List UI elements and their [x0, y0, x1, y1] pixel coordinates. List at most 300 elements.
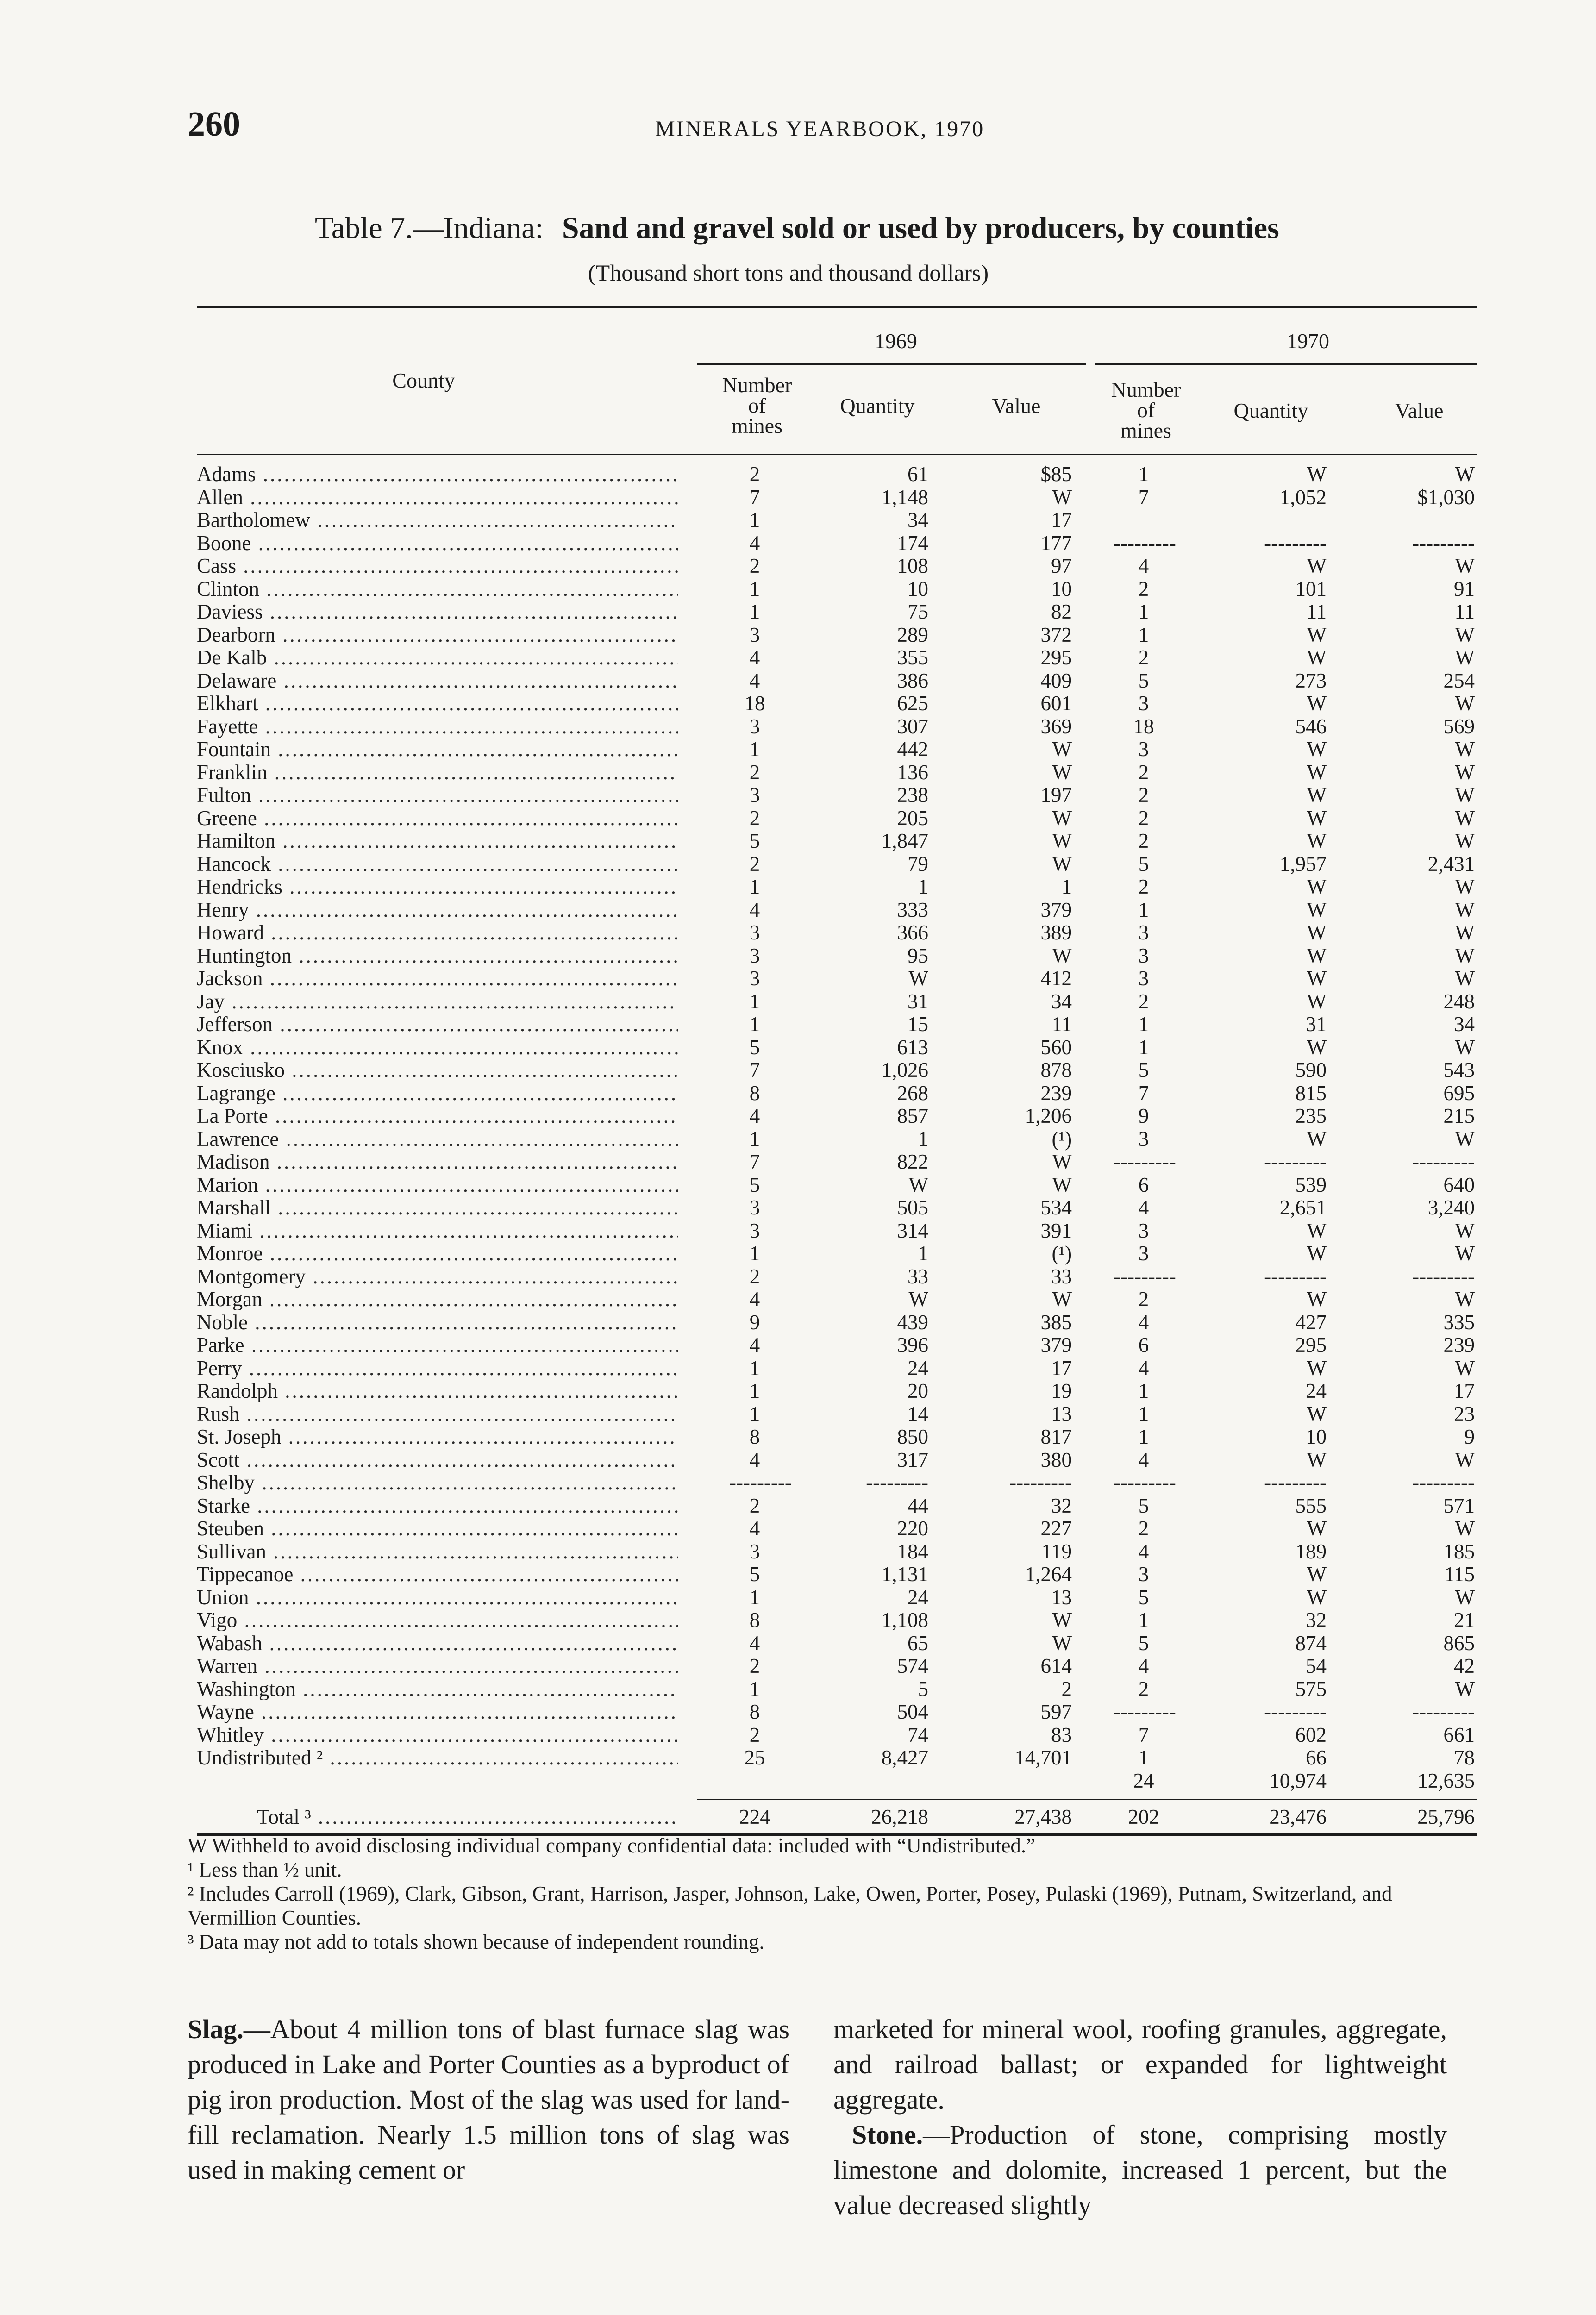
- county-name: Rush .....: [197, 1403, 678, 1425]
- value-1970: 248: [1443, 989, 1475, 1013]
- quantity-1969: 8,427: [881, 1746, 928, 1769]
- value-1969: 379: [1040, 898, 1072, 921]
- table-row: [197, 1380, 1477, 1402]
- county-name: Kosciusko .....: [197, 1059, 678, 1081]
- quantity-1969: 850: [897, 1425, 928, 1448]
- value-1969: 878: [1040, 1058, 1072, 1082]
- slag-text-left: —About 4 million tons of blast furnace slag was produced in Lake and Porter Counties as a byproduct of pig iron production. Most of the slag was used for land-fill reclamation. Nearly 1.5 million tons of slag was used in making cement or: [188, 2014, 789, 2185]
- value-1970: W: [1455, 806, 1475, 830]
- quantity-1969: 1,148: [881, 485, 928, 509]
- mines-1970: 1: [1138, 1746, 1149, 1769]
- mines-1969: 1: [749, 600, 760, 623]
- mines-1969: 1: [749, 875, 760, 898]
- value-1969: W: [1052, 760, 1072, 784]
- footnote-1: ¹ Less than ½ unit.: [188, 1858, 342, 1881]
- county-name: Adams .....: [197, 463, 678, 485]
- quantity-1970: W: [1307, 1242, 1327, 1265]
- value-1969: W: [1052, 806, 1072, 830]
- table-row: [197, 1128, 1477, 1150]
- table-title-body: Sand and gravel sold or used by producers, by counties: [562, 211, 1279, 245]
- mines-1969: 4: [749, 1104, 760, 1127]
- value-1969: 32: [1051, 1494, 1072, 1517]
- header-bottom-rule: [197, 454, 1477, 455]
- mines-1969: 3: [749, 1196, 760, 1219]
- mines-1969: 2: [749, 463, 760, 486]
- county-name: Starke .....: [197, 1495, 678, 1517]
- value-1970: W: [1455, 921, 1475, 944]
- county-name: Marshall .....: [197, 1196, 678, 1219]
- county-name: Fayette .....: [197, 715, 678, 738]
- mines-1969: 8: [749, 1700, 760, 1723]
- mines-1970: 2: [1138, 646, 1149, 669]
- quantity-1970: 66: [1306, 1746, 1327, 1769]
- quantity-1969: 1,026: [881, 1058, 928, 1082]
- county-name: Madison .....: [197, 1151, 678, 1173]
- total-value-1969: 27,438: [1014, 1805, 1072, 1828]
- mines-1969: 2: [749, 554, 760, 577]
- table-subtitle: (Thousand short tons and thousand dollars): [588, 260, 989, 286]
- mines-1969: 4: [749, 1448, 760, 1471]
- value-1970: W: [1455, 1219, 1475, 1242]
- mines-1969: 5: [749, 1563, 760, 1586]
- mines-1969: 3: [749, 921, 760, 944]
- value-1970: 9: [1464, 1425, 1475, 1448]
- value-1970: 661: [1443, 1723, 1475, 1746]
- table-row: [197, 669, 1477, 692]
- value-1969: W: [1052, 852, 1072, 876]
- value-1970: 569: [1443, 714, 1475, 738]
- county-name: Marion .....: [197, 1174, 678, 1196]
- county-name: Jackson .....: [197, 967, 678, 989]
- footnote-2: ² Includes Carroll (1969), Clark, Gibson, Grant, Harrison, Jasper, Johnson, Lake, Owen, Porter, Posey, Pulaski (1969), Putnam, Switzerland, and Vermillion Counties.: [188, 1882, 1392, 1929]
- county-name: Bartholomew .....: [197, 509, 678, 531]
- table-row: [197, 715, 1477, 738]
- county-name: Jefferson .....: [197, 1013, 678, 1035]
- mines-1970: 9: [1138, 1104, 1149, 1127]
- quantity-1970: W: [1307, 1563, 1327, 1586]
- slag-paragraph-continued: marketed for mineral wool, roofing granules, aggregate, and railroad ballast; or expanded for lightweight aggregate.: [833, 2014, 1447, 2115]
- county-name: Elkhart .....: [197, 692, 678, 714]
- mines-1969: 1: [749, 989, 760, 1013]
- header-mines-1970-line2: of: [1137, 398, 1155, 422]
- value-1970: 335: [1443, 1310, 1475, 1334]
- quantity-1970: ---------: [1264, 1471, 1327, 1494]
- county-name: Knox .....: [197, 1036, 678, 1058]
- quantity-1970: W: [1307, 646, 1327, 669]
- value-1970: 17: [1454, 1379, 1475, 1402]
- value-1970: 34: [1454, 1013, 1475, 1036]
- table-row: [197, 1746, 1477, 1769]
- value-1970: ---------: [1412, 1471, 1475, 1494]
- county-name: Clinton .....: [197, 578, 678, 600]
- value-1969: 83: [1051, 1723, 1072, 1746]
- running-head: [188, 104, 1457, 155]
- value-1970: W: [1455, 623, 1475, 646]
- footnote-3: ³ Data may not add to totals shown because of independent rounding.: [188, 1930, 764, 1953]
- table-row: [197, 1288, 1477, 1310]
- year-1970-rule: [1095, 363, 1477, 365]
- mines-1970: 1: [1138, 1035, 1149, 1059]
- quantity-1970: W: [1307, 692, 1327, 715]
- value-1970: W: [1455, 738, 1475, 761]
- header-year-1969: 1969: [875, 329, 917, 353]
- mines-1969: 4: [749, 1517, 760, 1540]
- table-row: [197, 990, 1477, 1013]
- mines-1970: 6: [1138, 1333, 1149, 1357]
- county-name: Noble .....: [197, 1311, 678, 1333]
- county-name: Howard .....: [197, 921, 678, 944]
- value-1969: W: [1052, 738, 1072, 761]
- mines-1970: 5: [1138, 1494, 1149, 1517]
- quantity-1970: 31: [1306, 1013, 1327, 1036]
- mines-1969: ---------: [729, 1471, 792, 1494]
- mines-1970: ---------: [1114, 1150, 1176, 1173]
- mines-1970: 2: [1138, 989, 1149, 1013]
- county-name: Delaware .....: [197, 669, 678, 692]
- mines-1969: [729, 1770, 780, 1792]
- quantity-1970: W: [1307, 554, 1327, 577]
- value-1969: 10: [1051, 577, 1072, 601]
- mines-1969: 1: [749, 1379, 760, 1402]
- header-county: County: [392, 369, 455, 392]
- header-mines-1969-line2: of: [748, 394, 766, 417]
- table-row: [197, 876, 1477, 898]
- header-mines-1970-line1: Number: [1111, 378, 1181, 401]
- quantity-1969: 31: [908, 989, 928, 1013]
- value-1969: 614: [1040, 1654, 1072, 1677]
- mines-1969: 1: [749, 1677, 760, 1701]
- total-mines-1969: 224: [739, 1805, 770, 1828]
- value-1970: W: [1455, 1677, 1475, 1701]
- mines-1970: 3: [1138, 1563, 1149, 1586]
- value-1969: 389: [1040, 921, 1072, 944]
- mines-1970: 1: [1138, 1379, 1149, 1402]
- mines-1970: 24: [1133, 1769, 1154, 1792]
- quantity-1969: [799, 1770, 928, 1792]
- table-row: [197, 1655, 1477, 1677]
- county-name: Cass .....: [197, 555, 678, 577]
- table-row: [197, 1471, 1477, 1494]
- value-1969: 33: [1051, 1264, 1072, 1288]
- quantity-1969: W: [908, 1173, 928, 1196]
- county-name: Scott .....: [197, 1449, 678, 1471]
- county-name: Randolph .....: [197, 1380, 678, 1402]
- county-name: Warren .....: [197, 1655, 678, 1677]
- table-row: [197, 1059, 1477, 1081]
- stone-paragraph: [833, 2117, 1447, 2223]
- county-name: Lagrange .....: [197, 1082, 678, 1104]
- value-1969: 372: [1040, 623, 1072, 646]
- header-mines-1969-line1: Number: [722, 373, 792, 397]
- mines-1969: 1: [749, 577, 760, 601]
- value-1970: 21: [1454, 1608, 1475, 1632]
- value-1970: 12,635: [1417, 1769, 1475, 1792]
- quantity-1969: 5: [918, 1677, 928, 1701]
- mines-1969: 3: [749, 944, 760, 967]
- county-name: Huntington .....: [197, 945, 678, 967]
- table-row: [197, 1220, 1477, 1242]
- quantity-1969: 238: [897, 783, 928, 807]
- mines-1969: 8: [749, 1081, 760, 1105]
- quantity-1970: W: [1307, 1127, 1327, 1151]
- county-name: Undistributed ² .....: [197, 1746, 678, 1769]
- mines-1970: 4: [1138, 1654, 1149, 1677]
- quantity-1969: 307: [897, 714, 928, 738]
- table-row: [197, 532, 1477, 554]
- county-name: Parke .....: [197, 1334, 678, 1356]
- header-value-1970: Value: [1395, 399, 1444, 422]
- value-1969: 97: [1051, 554, 1072, 577]
- value-1970: W: [1455, 692, 1475, 715]
- header-mines-1969-line3: mines: [732, 414, 782, 438]
- value-1970: ---------: [1412, 1700, 1475, 1723]
- quantity-1970: W: [1307, 989, 1327, 1013]
- county-name: Boone .....: [197, 532, 678, 554]
- quantity-1970: ---------: [1264, 531, 1327, 555]
- value-1970: 695: [1443, 1081, 1475, 1105]
- mines-1970: 3: [1138, 1219, 1149, 1242]
- county-name: Dearborn .....: [197, 624, 678, 646]
- county-name: Miami .....: [197, 1220, 678, 1242]
- table-row: [197, 1174, 1477, 1196]
- county-name: Wayne .....: [197, 1701, 678, 1723]
- mines-1969: 2: [749, 1723, 760, 1746]
- quantity-1970: 427: [1295, 1310, 1327, 1334]
- value-1969: 534: [1040, 1196, 1072, 1219]
- mines-1969: 4: [749, 898, 760, 921]
- value-1970: W: [1455, 1288, 1475, 1311]
- quantity-1969: 504: [897, 1700, 928, 1723]
- quantity-1969: 14: [908, 1402, 928, 1426]
- quantity-1970: W: [1307, 1219, 1327, 1242]
- value-1969: 34: [1051, 989, 1072, 1013]
- county-name: Shelby .....: [197, 1471, 678, 1494]
- table-row: [197, 692, 1477, 714]
- value-1970: W: [1455, 463, 1475, 486]
- mines-1970: 4: [1138, 1356, 1149, 1380]
- mines-1969: 5: [749, 829, 760, 852]
- table-row: [197, 1495, 1477, 1517]
- county-name: Fulton .....: [197, 784, 678, 806]
- quantity-1969: 220: [897, 1517, 928, 1540]
- value-1970: W: [1455, 554, 1475, 577]
- quantity-1970: ---------: [1264, 1700, 1327, 1723]
- table-row: [197, 761, 1477, 783]
- value-1970: 2,431: [1427, 852, 1475, 876]
- slag-paragraph: [188, 2012, 789, 2188]
- value-1970: W: [1455, 875, 1475, 898]
- mines-1969: 4: [749, 1631, 760, 1655]
- mines-1970: 7: [1138, 485, 1149, 509]
- mines-1970: [1114, 509, 1174, 531]
- mines-1969: 3: [749, 623, 760, 646]
- quantity-1970: 10: [1306, 1425, 1327, 1448]
- value-1970: W: [1455, 898, 1475, 921]
- value-1970: [1340, 509, 1475, 531]
- quantity-1969: 439: [897, 1310, 928, 1334]
- stone-text: —Production of stone, comprising mostly limestone and dolomite, increased 1 percent, but the value decreased slightly: [833, 2120, 1447, 2220]
- quantity-1970: ---------: [1264, 1150, 1327, 1173]
- mines-1969: 8: [749, 1425, 760, 1448]
- quantity-1969: 1: [918, 1127, 928, 1151]
- value-1970: W: [1455, 1517, 1475, 1540]
- quantity-1970: 1,957: [1279, 852, 1327, 876]
- county-name: Allen .....: [197, 486, 678, 508]
- quantity-1969: 386: [897, 669, 928, 692]
- value-1969: 14,701: [1014, 1746, 1072, 1769]
- quantity-1970: 101: [1295, 577, 1327, 601]
- county-name: Henry .....: [197, 899, 678, 921]
- quantity-1969: 1,108: [881, 1608, 928, 1632]
- value-1969: 597: [1040, 1700, 1072, 1723]
- value-1970: W: [1455, 1585, 1475, 1609]
- value-1969: 17: [1051, 508, 1072, 532]
- mines-1969: 18: [744, 692, 765, 715]
- table-row: [197, 853, 1477, 875]
- mines-1969: 1: [749, 1242, 760, 1265]
- mines-1970: 1: [1138, 1013, 1149, 1036]
- mines-1970: 1: [1138, 898, 1149, 921]
- table-row: [197, 784, 1477, 806]
- quantity-1969: 366: [897, 921, 928, 944]
- mines-1969: 4: [749, 1288, 760, 1311]
- value-1969: 601: [1040, 692, 1072, 715]
- table-row: [197, 1013, 1477, 1035]
- quantity-1970: W: [1307, 875, 1327, 898]
- mines-1970: 7: [1138, 1081, 1149, 1105]
- county-name: Morgan .....: [197, 1288, 678, 1310]
- value-1970: W: [1455, 1356, 1475, 1380]
- county-name: Hancock .....: [197, 853, 678, 875]
- mines-1969: 7: [749, 1150, 760, 1173]
- mines-1970: 2: [1138, 783, 1149, 807]
- mines-1969: 1: [749, 1127, 760, 1151]
- quantity-1969: 822: [897, 1150, 928, 1173]
- mines-1970: 5: [1138, 1631, 1149, 1655]
- quantity-1969: 317: [897, 1448, 928, 1471]
- mines-1970: 5: [1138, 852, 1149, 876]
- table-row: [197, 578, 1477, 600]
- mines-1970: 2: [1138, 577, 1149, 601]
- value-1970: 215: [1443, 1104, 1475, 1127]
- mines-1970: 3: [1138, 692, 1149, 715]
- table-row: [197, 1357, 1477, 1379]
- quantity-1970: 590: [1295, 1058, 1327, 1082]
- mines-1970: 5: [1138, 1058, 1149, 1082]
- value-1969: $85: [1040, 463, 1072, 486]
- mines-1970: 1: [1138, 1402, 1149, 1426]
- total-rule: [697, 1799, 1477, 1800]
- header-value-1969: Value: [992, 394, 1041, 418]
- quantity-1970: W: [1307, 1585, 1327, 1609]
- mines-1969: 2: [749, 1264, 760, 1288]
- value-1969: W: [1052, 1288, 1072, 1311]
- value-1969: W: [1052, 944, 1072, 967]
- quantity-1970: 546: [1295, 714, 1327, 738]
- quantity-1970: 295: [1295, 1333, 1327, 1357]
- mines-1970: 18: [1133, 714, 1154, 738]
- table-row: [197, 1105, 1477, 1127]
- quantity-1969: 396: [897, 1333, 928, 1357]
- mines-1969: 3: [749, 714, 760, 738]
- table-row: [197, 1678, 1477, 1700]
- value-1970: 3,240: [1427, 1196, 1475, 1219]
- table-row: [197, 1586, 1477, 1608]
- table-row: [197, 1242, 1477, 1264]
- page-number: 260: [188, 105, 240, 144]
- county-name: Wabash .....: [197, 1632, 678, 1654]
- table-row: [197, 1701, 1477, 1723]
- value-1969: 227: [1040, 1517, 1072, 1540]
- value-1969: (¹): [1051, 1242, 1072, 1265]
- mines-1969: 1: [749, 1356, 760, 1380]
- table-row: [197, 1334, 1477, 1356]
- quantity-1970: W: [1307, 760, 1327, 784]
- mines-1969: 7: [749, 1058, 760, 1082]
- quantity-1969: 95: [908, 944, 928, 967]
- value-1970: 185: [1443, 1539, 1475, 1563]
- total-quantity-1969: 26,218: [871, 1805, 928, 1828]
- value-1969: 82: [1051, 600, 1072, 623]
- mines-1970: ---------: [1114, 1700, 1176, 1723]
- header-year-1970: 1970: [1287, 329, 1329, 353]
- quantity-1970: W: [1307, 623, 1327, 646]
- value-1970: ---------: [1412, 1264, 1475, 1288]
- county-name: St. Joseph .....: [197, 1426, 678, 1448]
- mines-1970: 5: [1138, 1585, 1149, 1609]
- table-row: [197, 1403, 1477, 1425]
- quantity-1970: 2,651: [1279, 1196, 1327, 1219]
- value-1970: 23: [1454, 1402, 1475, 1426]
- quantity-1969: 44: [908, 1494, 928, 1517]
- mines-1970: 1: [1138, 463, 1149, 486]
- quantity-1969: 857: [897, 1104, 928, 1127]
- quantity-1970: 539: [1295, 1173, 1327, 1196]
- table-row: [197, 1632, 1477, 1654]
- quantity-1970: 235: [1295, 1104, 1327, 1127]
- table-row: [197, 555, 1477, 577]
- value-1970: W: [1455, 829, 1475, 852]
- quantity-1969: 20: [908, 1379, 928, 1402]
- table-title-label: Table 7.—Indiana:: [315, 211, 544, 245]
- total-quantity-1970: 23,476: [1269, 1805, 1327, 1828]
- table-row: [197, 738, 1477, 760]
- value-1970: ---------: [1412, 1150, 1475, 1173]
- county-name: Steuben .....: [197, 1517, 678, 1539]
- county-name: Monroe .....: [197, 1242, 678, 1264]
- table-row: [197, 1151, 1477, 1173]
- table-row: [197, 1517, 1477, 1539]
- value-1969: 197: [1040, 783, 1072, 807]
- quantity-1969: 268: [897, 1081, 928, 1105]
- quantity-1970: ---------: [1264, 1264, 1327, 1288]
- value-1970: 78: [1454, 1746, 1475, 1769]
- value-1969: 817: [1040, 1425, 1072, 1448]
- quantity-1970: W: [1307, 1402, 1327, 1426]
- value-1970: 42: [1454, 1654, 1475, 1677]
- quantity-1969: 108: [897, 554, 928, 577]
- table-row: [197, 1563, 1477, 1585]
- quantity-1970: W: [1307, 463, 1327, 486]
- quantity-1970: W: [1307, 806, 1327, 830]
- mines-1969: 4: [749, 646, 760, 669]
- quantity-1969: 24: [908, 1356, 928, 1380]
- table-row: [197, 1770, 1477, 1792]
- county-name: Sullivan .....: [197, 1540, 678, 1563]
- header-mines-1970-line3: mines: [1120, 419, 1171, 442]
- table-row: [197, 921, 1477, 944]
- value-1969: W: [1052, 1150, 1072, 1173]
